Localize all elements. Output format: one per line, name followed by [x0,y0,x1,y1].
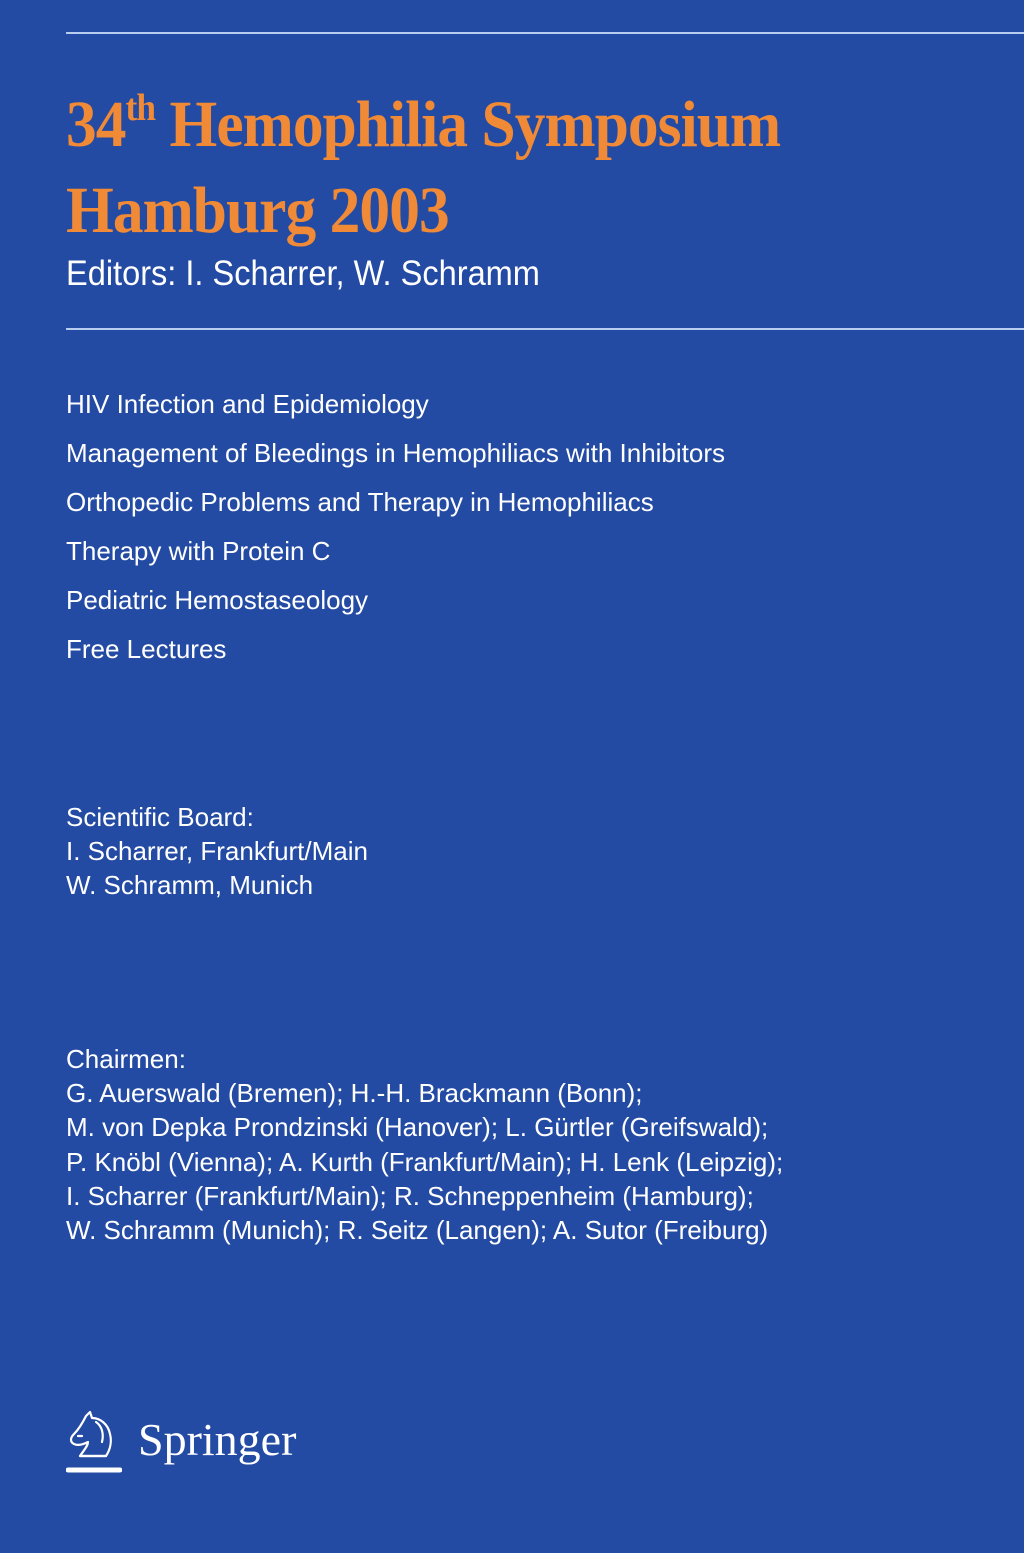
chairmen-line: W. Schramm (Munich); R. Seitz (Langen); A. Sutor (Freiburg) [66,1215,769,1246]
topic-item: Pediatric Hemostaseology [66,585,369,615]
topic-item: Free Lectures [66,634,227,664]
editors: Editors: I. Scharrer, W. Schramm [66,254,540,293]
chairmen-heading: Chairmen: [66,1044,186,1074]
chairmen-line: G. Auerswald (Bremen); H.-H. Brackmann (Bonn); [66,1078,643,1109]
scientific-board-heading: Scientific Board: [66,802,254,832]
chairmen [66,1042,783,1247]
board-member: W. Schramm, Munich [66,870,314,900]
middle-divider [66,328,1024,330]
publisher-logo [66,1410,296,1476]
title-line-2: Hamburg 2003 [66,174,449,247]
topic-list [66,380,725,674]
topic-item: HIV Infection and Epidemiology [66,389,429,419]
scientific-board [66,800,368,902]
top-divider [66,32,1024,34]
topic-item: Therapy with Protein C [66,536,331,566]
springer-knight-icon [66,1410,122,1476]
topic-item: Orthopedic Problems and Therapy in Hemophiliacs [66,487,654,517]
chairmen-line: P. Knöbl (Vienna); A. Kurth (Frankfurt/Main); H. Lenk (Leipzig); [66,1146,784,1177]
publisher-name: Springer [138,1414,297,1465]
chairmen-line: M. von Depka Prondzinski (Hanover); L. Gürtler (Greifswald); [66,1112,769,1143]
board-member: I. Scharrer, Frankfurt/Main [66,836,368,866]
book-title [66,82,780,254]
chairmen-line: I. Scharrer (Frankfurt/Main); R. Schneppenheim (Hamburg); [66,1180,754,1211]
title-line-1: 34th Hemophilia Symposium [66,87,781,161]
ordinal-suffix: th [125,87,156,129]
topic-item: Management of Bleedings in Hemophiliacs with Inhibitors [66,438,726,468]
